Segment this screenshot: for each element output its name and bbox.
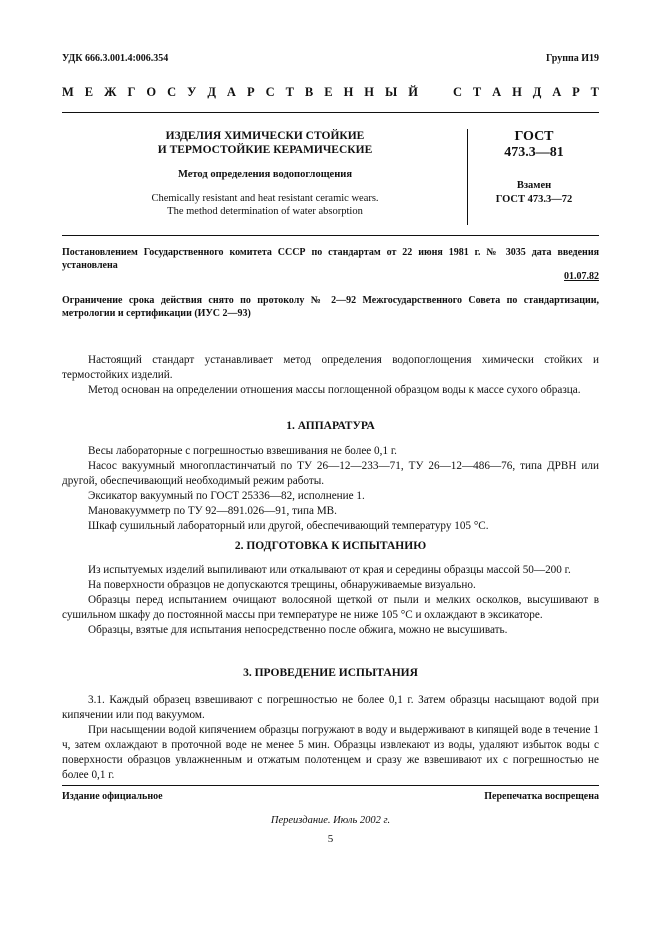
banner-right xyxy=(453,85,599,100)
gost-box xyxy=(467,129,600,225)
page-number: 5 xyxy=(327,833,334,845)
banner-letter: Ж xyxy=(104,85,117,99)
banner-letter: Т xyxy=(590,85,599,99)
banner-letter: Е xyxy=(84,85,94,99)
title-line-1: ИЗДЕЛИЯ ХИМИЧЕСКИ СТОЙКИЕ xyxy=(165,130,365,142)
banner-letter: С xyxy=(453,85,463,99)
replaces-label: Взамен xyxy=(516,180,552,191)
section-3-title: 3. ПРОВЕДЕНИЕ ИСПЫТАНИЯ xyxy=(243,667,418,679)
banner-letter: А xyxy=(492,85,502,99)
effective-date: 01.07.82 xyxy=(564,271,599,282)
banner-letter: Г xyxy=(127,85,136,99)
official-edition: Издание официальное xyxy=(62,791,163,802)
banner-left xyxy=(62,85,418,100)
replaces-standard: ГОСТ 473.3—72 xyxy=(495,194,573,205)
banner-letter: М xyxy=(62,85,74,99)
banner-letter: А xyxy=(226,85,236,99)
gost-label: ГОСТ xyxy=(514,129,554,144)
banner-letter: Д xyxy=(532,85,542,99)
banner-letter: Н xyxy=(512,85,522,99)
group-code: Группа И19 xyxy=(546,53,599,64)
udk-code: УДК 666.3.001.4:006.354 xyxy=(62,53,169,64)
list-item: Шкаф сушильный лабораторный или другой, обеспечивающий температуру 105 °С. xyxy=(88,520,489,532)
banner-letter: Н xyxy=(364,85,375,99)
list-item: На поверхности образцов не допускаются трещины, обнаруживаемые визуально. xyxy=(88,579,476,591)
banner-letter: Р xyxy=(246,85,255,99)
section-2-title: 2. ПОДГОТОВКА К ИСПЫТАНИЮ xyxy=(234,540,427,552)
list-item: Весы лабораторные с погрешностью взвешивания не более 0,1 г. xyxy=(88,445,397,457)
list-item: 3.1. Каждый образец взвешивают с погрешностью не более 0,1 г. Затем образцы насыщают водой при кипячении или под вакуумом. xyxy=(62,694,599,721)
english-title-2: The method determination of water absorption xyxy=(167,206,363,217)
banner-letter: Т xyxy=(285,85,294,99)
section-1-title: 1. АППАРАТУРА xyxy=(286,420,375,432)
reprint-notice: Перепечатка воспрещена xyxy=(484,791,599,802)
list-item: Из испытуемых изделий выпиливают или откалывают от края и середины образцы массой 50—200 г. xyxy=(88,564,571,576)
banner-letter: Е xyxy=(324,85,333,99)
english-title-1: Chemically resistant and heat resistant ceramic wears. xyxy=(151,193,379,204)
list-item: Насос вакуумный многопластинчатый по ТУ 26—12—233—71, ТУ 26—12—486—76, типа ДРВН или другой, обеспечивающий необходимый режим работы. xyxy=(62,460,599,487)
list-item: Эксикатор вакуумный по ГОСТ 25336—82, исполнение 1. xyxy=(88,490,365,502)
banner-letter: С xyxy=(265,85,275,99)
top-divider xyxy=(62,112,599,113)
banner-letter: Ы xyxy=(385,85,398,99)
intro-paragraph: Метод основан на определении отношения массы поглощенной образцом воды к массе сухого образца. xyxy=(88,384,581,396)
section-1-body xyxy=(62,444,599,534)
banner-letter: С xyxy=(167,85,177,99)
middle-divider xyxy=(62,235,599,236)
list-item: Образцы перед испытанием очищают волосяной щеткой от пыли и мелких осколков, высушивают в сушильном шкафу до постоянной массы при температуре не ниже 105 °С и охлаждают в эксикаторе. xyxy=(62,594,599,621)
banner-letter: Т xyxy=(472,85,482,99)
limitation-text: Ограничение срока действия снято по протоколу № 2—92 Межгосударственного Совета по стандартизации, метрологии и сертификации (ИУС 2—93) xyxy=(62,295,599,319)
intro xyxy=(62,353,599,398)
title-block xyxy=(115,129,415,218)
banner-letter: В xyxy=(304,85,314,99)
decree-text: Постановлением Государственного комитета СССР по стандартам от 22 июня 1981 г. № 3035 дата введения установлена xyxy=(62,247,599,271)
list-item: Мановакуумметр по ТУ 92—891.026—91, типа МВ. xyxy=(88,505,337,517)
banner-letter: У xyxy=(187,85,197,99)
list-item: Образцы, взятые для испытания непосредственно после обжига, можно не высушивать. xyxy=(88,624,508,636)
intro-paragraph: Настоящий стандарт устанавливает метод определения водопоглощения химически стойких и термостойких изделий. xyxy=(62,354,599,381)
banner-letter: Й xyxy=(408,85,418,99)
reissue-note: Переиздание. Июль 2002 г. xyxy=(270,815,391,826)
banner-letter: Н xyxy=(343,85,354,99)
title-line-2: И ТЕРМОСТОЙКИЕ КЕРАМИЧЕСКИЕ xyxy=(157,144,373,156)
standard-banner xyxy=(62,85,599,100)
banner-letter: Д xyxy=(207,85,216,99)
list-item: При насыщении водой кипячением образцы погружают в воду и выдерживают в кипящей воде в течение 1 ч, затем охлаждают в проточной воде не менее 5 мин. Образцы извлекают из воды, удаляют избыток воды с поверхности образцов увлажненным и отжатым полотенцем и сразу же взвешивают их с погрешностью не более 0,1 г. xyxy=(62,724,599,781)
section-3-body xyxy=(62,693,599,783)
banner-letter: Р xyxy=(572,85,580,99)
method-title: Метод определения водопоглощения xyxy=(177,169,352,180)
gost-number: 473.3—81 xyxy=(504,145,564,160)
section-2-body xyxy=(62,563,599,638)
footer-divider xyxy=(62,785,599,786)
banner-letter: А xyxy=(552,85,562,99)
banner-letter: О xyxy=(146,85,157,99)
